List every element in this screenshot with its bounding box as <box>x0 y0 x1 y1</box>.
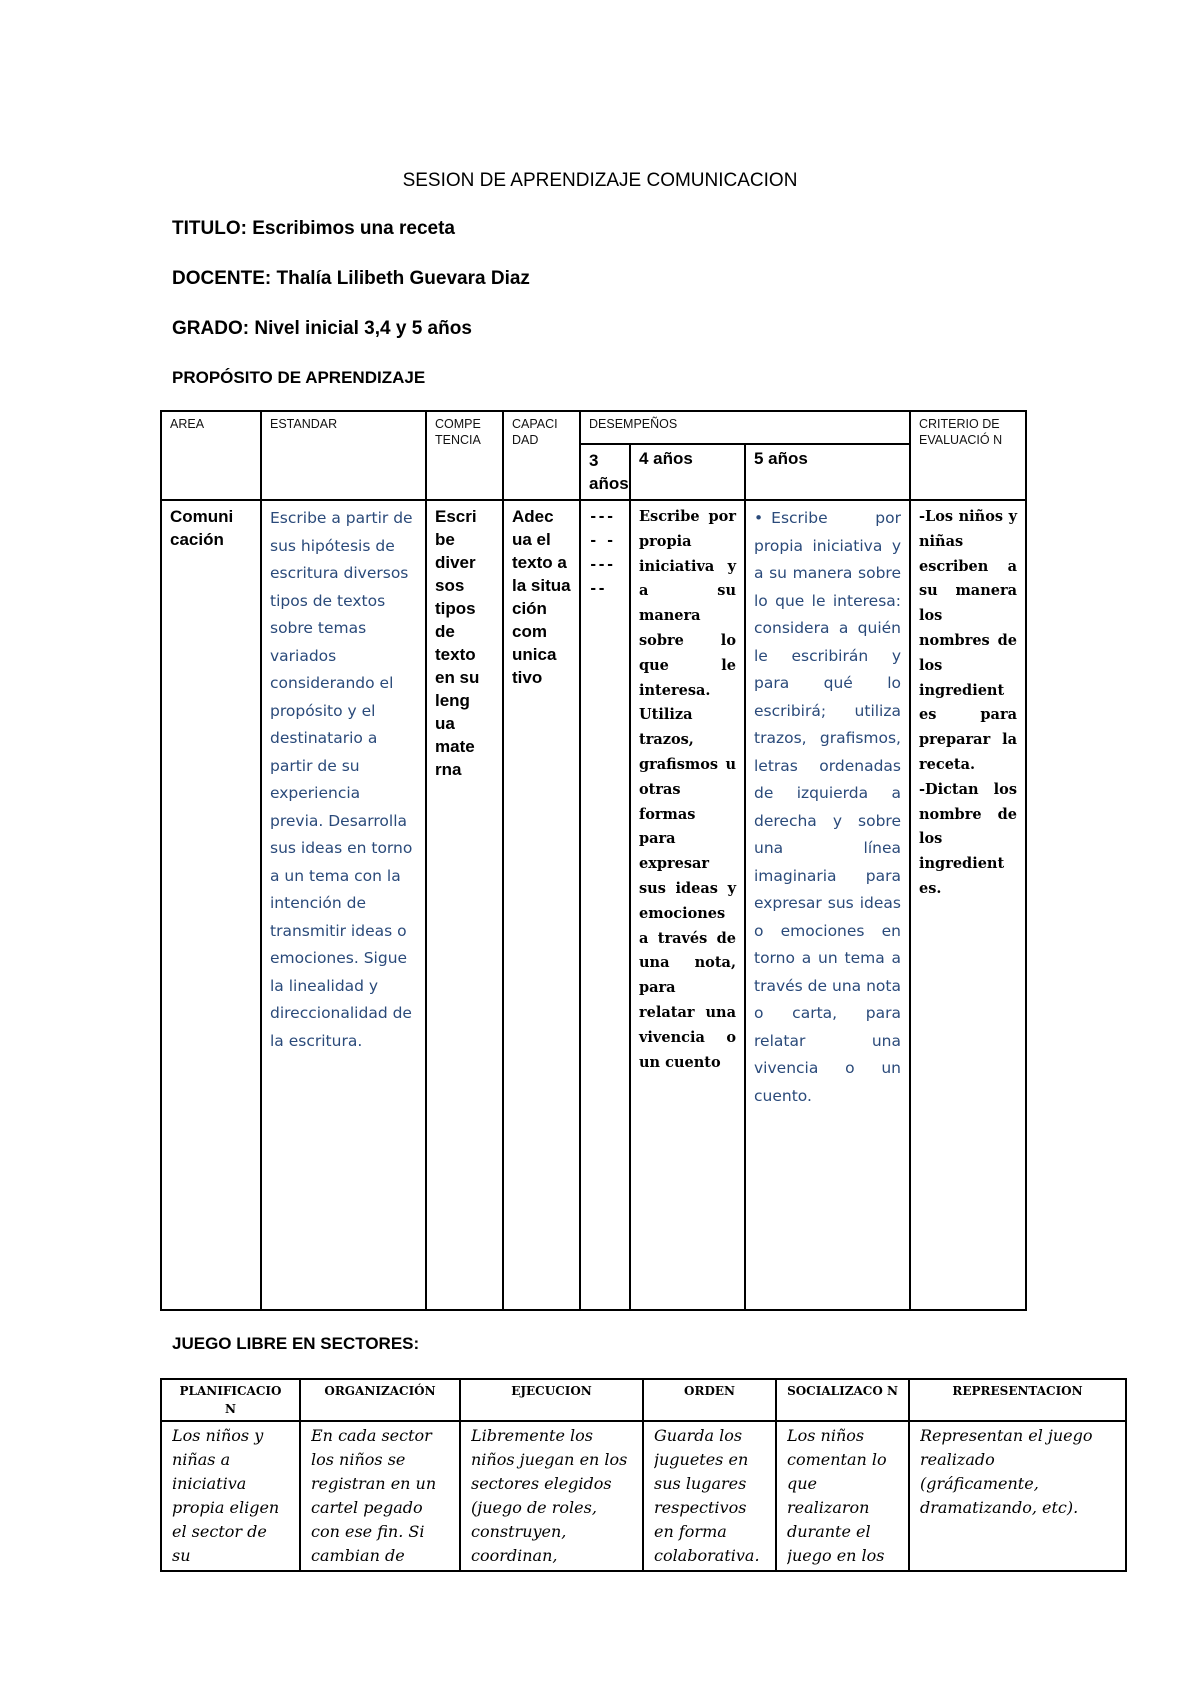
cell-capacidad: Adec ua el texto a la situa ción com unica tivo <box>503 500 580 1310</box>
cell-age-3: ---- ---- -- <box>580 500 630 1310</box>
grado-label: GRADO: <box>172 318 250 339</box>
header-age-5: 5 años <box>745 444 910 500</box>
bullet-icon <box>754 509 771 527</box>
criterio-item-1: -Los niños y niñas escriben a su manera los nombres de los ingredient es para preparar la receta. <box>919 508 1017 773</box>
header-capacidad: CAPACI DAD <box>503 411 580 500</box>
cell-criterio <box>910 500 1026 1310</box>
titulo-value: Escribimos una receta <box>252 218 455 239</box>
header-representacion: REPRESENTACION <box>909 1379 1126 1421</box>
docente-label: DOCENTE: <box>172 268 272 289</box>
juego-heading: JUEGO LIBRE EN SECTORES: <box>172 1334 420 1353</box>
header-orden: ORDEN <box>643 1379 776 1421</box>
titulo-label: TITULO: <box>172 218 247 239</box>
grado-line <box>172 318 472 340</box>
page-title: SESION DE APRENDIZAJE COMUNICACION <box>402 170 798 191</box>
header-age-3: 3 años <box>580 444 630 500</box>
representacion-text: Representan el juego realizado (gráficamente, dramatizando, etc). <box>920 1426 1093 1517</box>
cell-estandar: Escribe a partir de sus hipótesis de escritura diversos tipos de textos sobre temas variados considerando el propósito y el destinatario a partir de su experiencia previa. Desarrolla sus ideas en torno a un tema con la intención de transmitir ideas o emociones. Sigue la linealidad y direccionalidad de la escritura. <box>261 500 426 1310</box>
socializacion-text: Los niños comentan lo que realizaron durante el juego en los <box>787 1426 887 1565</box>
orden-text: Guarda los juguetes en sus lugares respectivos en forma colaborativa. <box>654 1426 760 1565</box>
juego-table <box>160 1378 1127 1572</box>
header-organizacion: ORGANIZACIÓN <box>300 1379 460 1421</box>
cell-age-5 <box>745 500 910 1310</box>
grado-value: Nivel inicial 3,4 y 5 años <box>254 318 472 339</box>
cell-competencia: Escri be diver sos tipos de texto en su leng ua mate rna <box>426 500 503 1310</box>
organizacion-text: En cada sector los niños se registran en un cartel pegado con ese fin. Si cambian de <box>311 1426 437 1565</box>
age-5-text: Escribe por propia iniciativa y a su manera sobre lo que le interesa: considera a quién le escribirán y para qué lo escribirá; utiliza trazos, grafismos, letras ordenadas de izquierda a derecha y sobre una línea imaginaria para expresar sus ideas o emociones en torno a un tema a través de una nota o carta, para relatar una vivencia o un cuento. <box>754 509 901 1105</box>
header-competencia: COMPE TENCIA <box>426 411 503 500</box>
criterio-item-2: -Dictan los nombre de los ingredient es. <box>919 780 1017 897</box>
header-estandar: ESTANDAR <box>261 411 426 500</box>
ejecucion-text: Libremente los niños juegan en los sectores elegidos (juego de roles, construyen, coordinan, <box>471 1426 628 1565</box>
cell-orden <box>643 1421 776 1571</box>
docente-value: Thalía Lilibeth Guevara Diaz <box>276 268 530 289</box>
cell-age-4: Escribe por propia iniciativa y a su manera sobre lo que le interesa. Utiliza trazos, grafismos u otras formas para expresar sus ideas y emociones a través de una nota, para relatar una vivencia o un cuento <box>630 500 745 1310</box>
cell-organizacion <box>300 1421 460 1571</box>
cell-socializacion <box>776 1421 909 1571</box>
header-age-4: 4 años <box>630 444 745 500</box>
header-criterio: CRITERIO DE EVALUACIÓ N <box>910 411 1026 500</box>
cell-area: Comuni cación <box>161 500 261 1310</box>
proposito-heading: PROPÓSITO DE APRENDIZAJE <box>172 368 426 387</box>
docente-line <box>172 268 530 290</box>
header-desempenos: DESEMPEÑOS <box>580 411 910 444</box>
header-planificacion: PLANIFICACIO N <box>161 1379 300 1421</box>
header-socializacion: SOCIALIZACO N <box>776 1379 909 1421</box>
header-area: AREA <box>161 411 261 500</box>
titulo-line <box>172 218 455 240</box>
cell-planificacion <box>161 1421 300 1571</box>
cell-ejecucion <box>460 1421 643 1571</box>
header-ejecucion: EJECUCION <box>460 1379 643 1421</box>
proposito-table <box>160 410 1027 1311</box>
planificacion-text: Los niños y niñas a iniciativa propia eligen el sector de su <box>172 1426 280 1565</box>
cell-representacion <box>909 1421 1126 1571</box>
